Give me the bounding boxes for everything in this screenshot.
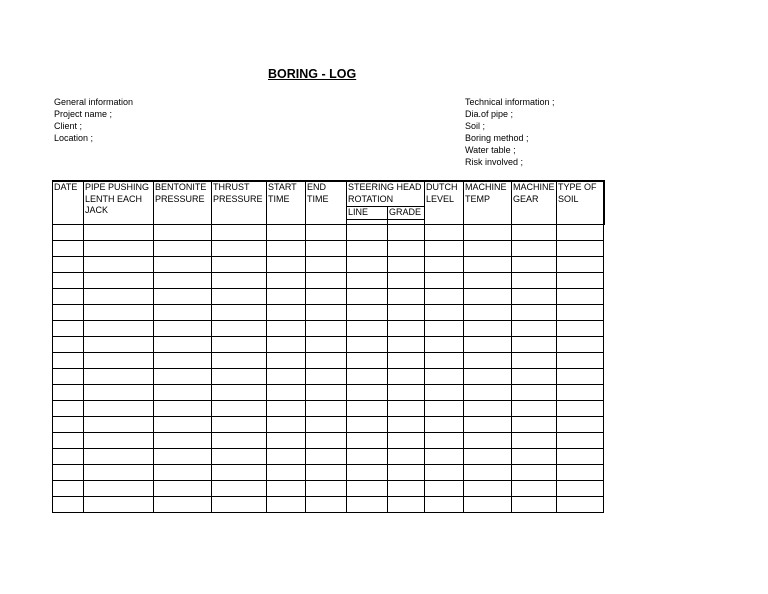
table-cell xyxy=(425,385,464,401)
header-end-time: END TIME xyxy=(306,181,347,225)
table-cell xyxy=(557,433,604,449)
table-cell xyxy=(347,289,388,305)
table-cell xyxy=(154,337,212,353)
table-cell xyxy=(53,369,84,385)
table-cell xyxy=(154,433,212,449)
table-cell xyxy=(212,337,267,353)
table-cell xyxy=(347,497,388,513)
table-cell xyxy=(557,497,604,513)
table-cell xyxy=(212,465,267,481)
table-cell xyxy=(267,337,306,353)
table-cell xyxy=(154,401,212,417)
table-cell xyxy=(306,337,347,353)
table-cell xyxy=(557,273,604,289)
table-row xyxy=(53,497,604,513)
table-cell xyxy=(84,305,154,321)
table-cell xyxy=(267,257,306,273)
table-cell xyxy=(53,465,84,481)
technical-information-heading: Technical information ; xyxy=(465,97,555,107)
table-cell xyxy=(512,417,557,433)
table-cell xyxy=(347,225,388,241)
table-cell xyxy=(388,337,425,353)
table-cell xyxy=(154,305,212,321)
general-information-heading: General information xyxy=(54,97,134,107)
table-cell xyxy=(84,321,154,337)
table-cell xyxy=(154,369,212,385)
table-cell xyxy=(306,273,347,289)
table-cell xyxy=(557,321,604,337)
table-cell xyxy=(212,369,267,385)
table-cell xyxy=(464,257,512,273)
table-cell xyxy=(388,401,425,417)
table-cell xyxy=(347,465,388,481)
table-cell xyxy=(464,305,512,321)
table-cell xyxy=(512,273,557,289)
table-cell xyxy=(84,225,154,241)
table-cell xyxy=(425,225,464,241)
table-cell xyxy=(512,289,557,305)
table-cell xyxy=(512,385,557,401)
table-cell xyxy=(267,497,306,513)
table-cell xyxy=(464,353,512,369)
table-cell xyxy=(557,353,604,369)
table-row xyxy=(53,369,604,385)
table-cell xyxy=(425,497,464,513)
table-cell xyxy=(425,369,464,385)
table-cell xyxy=(388,321,425,337)
table-cell xyxy=(267,481,306,497)
table-cell xyxy=(306,225,347,241)
table-cell xyxy=(212,305,267,321)
table-cell xyxy=(53,449,84,465)
table-cell xyxy=(464,433,512,449)
table-cell xyxy=(154,465,212,481)
table-cell xyxy=(267,433,306,449)
table-cell xyxy=(53,257,84,273)
table-cell xyxy=(154,497,212,513)
table-cell xyxy=(212,433,267,449)
table-cell xyxy=(464,465,512,481)
table-cell xyxy=(267,321,306,337)
header-date: DATE xyxy=(53,181,84,225)
table-cell xyxy=(464,289,512,305)
table-cell xyxy=(53,305,84,321)
table-cell xyxy=(388,385,425,401)
table-cell xyxy=(306,449,347,465)
table-cell xyxy=(557,369,604,385)
table-cell xyxy=(347,337,388,353)
table-cell xyxy=(53,401,84,417)
table-cell xyxy=(53,497,84,513)
table-cell xyxy=(347,449,388,465)
table-cell xyxy=(84,337,154,353)
table-cell xyxy=(425,241,464,257)
table-cell xyxy=(464,385,512,401)
table-cell xyxy=(84,433,154,449)
table-row xyxy=(53,449,604,465)
table-cell xyxy=(306,465,347,481)
water-table-label: Water table ; xyxy=(465,145,516,155)
table-row xyxy=(53,465,604,481)
table-cell xyxy=(557,305,604,321)
table-row xyxy=(53,289,604,305)
table-cell xyxy=(347,241,388,257)
table-cell xyxy=(557,465,604,481)
header-machine-gear: MACHINE GEAR xyxy=(512,181,557,225)
table-cell xyxy=(347,385,388,401)
table-cell xyxy=(267,289,306,305)
table-cell xyxy=(53,481,84,497)
header-machine-temp: MACHINE TEMP xyxy=(464,181,512,225)
table-cell xyxy=(388,449,425,465)
table-cell xyxy=(347,321,388,337)
table-cell xyxy=(306,257,347,273)
risk-involved-label: Risk involved ; xyxy=(465,157,524,167)
table-cell xyxy=(267,353,306,369)
table-cell xyxy=(464,225,512,241)
table-cell xyxy=(512,321,557,337)
table-cell xyxy=(84,417,154,433)
table-cell xyxy=(53,241,84,257)
table-cell xyxy=(84,241,154,257)
table-cell xyxy=(557,257,604,273)
table-cell xyxy=(306,481,347,497)
table-cell xyxy=(306,289,347,305)
table-cell xyxy=(212,401,267,417)
table-cell xyxy=(388,241,425,257)
table-cell xyxy=(212,241,267,257)
table-cell xyxy=(425,257,464,273)
table-cell xyxy=(212,417,267,433)
table-cell xyxy=(306,385,347,401)
table-cell xyxy=(388,465,425,481)
table-cell xyxy=(53,289,84,305)
table-cell xyxy=(347,305,388,321)
table-cell xyxy=(347,417,388,433)
table-cell xyxy=(212,257,267,273)
table-cell xyxy=(84,497,154,513)
table-cell xyxy=(53,353,84,369)
table-cell xyxy=(464,273,512,289)
table-cell xyxy=(306,369,347,385)
table-cell xyxy=(154,417,212,433)
header-start-time: START TIME xyxy=(267,181,306,225)
table-row xyxy=(53,337,604,353)
table-cell xyxy=(154,449,212,465)
table-cell xyxy=(512,401,557,417)
table-cell xyxy=(84,289,154,305)
table-cell xyxy=(347,369,388,385)
header-bentonite-pressure: BENTONITE PRESSURE xyxy=(154,181,212,225)
table-cell xyxy=(425,401,464,417)
table-cell xyxy=(306,401,347,417)
table-cell xyxy=(267,241,306,257)
table-cell xyxy=(464,417,512,433)
table-cell xyxy=(557,385,604,401)
table-cell xyxy=(512,497,557,513)
table-cell xyxy=(388,433,425,449)
table-cell xyxy=(388,353,425,369)
table-row xyxy=(53,353,604,369)
table-cell xyxy=(267,417,306,433)
table-cell xyxy=(154,385,212,401)
header-steering-line: LINE xyxy=(347,207,388,220)
table-cell xyxy=(557,337,604,353)
table-cell xyxy=(154,321,212,337)
table-cell xyxy=(306,497,347,513)
table-cell xyxy=(154,225,212,241)
table-cell xyxy=(557,481,604,497)
table-cell xyxy=(347,481,388,497)
table-cell xyxy=(84,385,154,401)
table-cell xyxy=(53,225,84,241)
table-cell xyxy=(464,497,512,513)
table-cell xyxy=(557,241,604,257)
table-cell xyxy=(347,433,388,449)
table-cell xyxy=(306,433,347,449)
table-cell xyxy=(154,481,212,497)
table-row xyxy=(53,417,604,433)
table-row xyxy=(53,385,604,401)
header-thrust-pressure: THRUST PRESSURE xyxy=(212,181,267,225)
table-cell xyxy=(212,353,267,369)
table-row xyxy=(53,273,604,289)
header-steering-head-rotation: STEERING HEAD ROTATION xyxy=(347,181,425,207)
table-cell xyxy=(557,449,604,465)
general-information-block xyxy=(54,96,133,144)
table-cell xyxy=(267,449,306,465)
table-cell xyxy=(557,417,604,433)
table-cell xyxy=(267,305,306,321)
table-cell xyxy=(464,321,512,337)
table-cell xyxy=(425,417,464,433)
table-cell xyxy=(512,433,557,449)
table-cell xyxy=(425,433,464,449)
table-cell xyxy=(464,481,512,497)
table-cell xyxy=(84,257,154,273)
table-cell xyxy=(425,305,464,321)
table-cell xyxy=(512,449,557,465)
table-cell xyxy=(53,337,84,353)
table-cell xyxy=(53,417,84,433)
table-row xyxy=(53,305,604,321)
table-cell xyxy=(425,289,464,305)
table-cell xyxy=(425,321,464,337)
table-cell xyxy=(512,305,557,321)
table-cell xyxy=(53,321,84,337)
table-cell xyxy=(212,289,267,305)
table-row xyxy=(53,433,604,449)
table-cell xyxy=(512,257,557,273)
table-cell xyxy=(84,353,154,369)
project-name-label: Project name ; xyxy=(54,109,113,119)
table-cell xyxy=(84,449,154,465)
table-cell xyxy=(388,225,425,241)
table-cell xyxy=(557,225,604,241)
table-cell xyxy=(154,353,212,369)
table-cell xyxy=(267,385,306,401)
table-cell xyxy=(347,401,388,417)
table-row xyxy=(53,241,604,257)
table-cell xyxy=(464,401,512,417)
table-row xyxy=(53,321,604,337)
table-cell xyxy=(267,465,306,481)
table-cell xyxy=(425,465,464,481)
table-cell xyxy=(306,353,347,369)
client-label: Client ; xyxy=(54,121,83,131)
table-cell xyxy=(212,225,267,241)
table-cell xyxy=(388,305,425,321)
header-pipe-pushing-length: PIPE PUSHING LENTH EACH JACK xyxy=(84,181,154,225)
table-cell xyxy=(306,305,347,321)
table-cell xyxy=(84,401,154,417)
table-cell xyxy=(512,465,557,481)
table-cell xyxy=(53,433,84,449)
table-cell xyxy=(388,289,425,305)
table-cell xyxy=(53,385,84,401)
soil-label: Soil ; xyxy=(465,121,486,131)
table-cell xyxy=(154,257,212,273)
table-cell xyxy=(212,273,267,289)
location-label: Location ; xyxy=(54,133,94,143)
table-cell xyxy=(84,369,154,385)
table-row xyxy=(53,481,604,497)
table-cell xyxy=(267,369,306,385)
technical-information-block xyxy=(465,96,555,168)
dia-of-pipe-label: Dia.of pipe ; xyxy=(465,109,514,119)
table-cell xyxy=(212,385,267,401)
table-cell xyxy=(425,273,464,289)
table-cell xyxy=(306,417,347,433)
table-cell xyxy=(212,321,267,337)
table-cell xyxy=(84,273,154,289)
boring-method-label: Boring method ; xyxy=(465,133,529,143)
table-cell xyxy=(154,273,212,289)
table-row xyxy=(53,225,604,241)
table-cell xyxy=(512,225,557,241)
table-cell xyxy=(557,401,604,417)
table-cell xyxy=(347,353,388,369)
header-steering-grade: GRADE xyxy=(388,207,425,220)
table-cell xyxy=(154,241,212,257)
header-dutch-level: DUTCH LEVEL xyxy=(425,181,464,225)
table-cell xyxy=(154,289,212,305)
table-cell xyxy=(267,225,306,241)
table-cell xyxy=(388,497,425,513)
table-cell xyxy=(512,481,557,497)
table-cell xyxy=(267,401,306,417)
table-cell xyxy=(464,337,512,353)
table-cell xyxy=(347,273,388,289)
table-cell xyxy=(512,337,557,353)
table-cell xyxy=(464,241,512,257)
table-cell xyxy=(512,241,557,257)
table-cell xyxy=(388,481,425,497)
table-cell xyxy=(512,353,557,369)
table-cell xyxy=(306,241,347,257)
table-cell xyxy=(212,449,267,465)
table-cell xyxy=(425,449,464,465)
page-title: BORING - LOG xyxy=(268,67,357,81)
table-cell xyxy=(388,273,425,289)
boring-log-body xyxy=(53,225,604,513)
table-cell xyxy=(557,289,604,305)
table-row xyxy=(53,257,604,273)
table-cell xyxy=(212,497,267,513)
table-cell xyxy=(464,449,512,465)
table-cell xyxy=(212,481,267,497)
table-cell xyxy=(425,337,464,353)
boring-log-table xyxy=(52,180,605,513)
table-cell xyxy=(84,481,154,497)
table-cell xyxy=(347,257,388,273)
table-row xyxy=(53,401,604,417)
table-cell xyxy=(306,321,347,337)
table-cell xyxy=(464,369,512,385)
table-cell xyxy=(425,353,464,369)
table-cell xyxy=(425,481,464,497)
header-type-of-soil: TYPE OF SOIL xyxy=(557,181,604,225)
table-cell xyxy=(388,417,425,433)
table-cell xyxy=(512,369,557,385)
table-cell xyxy=(388,369,425,385)
table-cell xyxy=(267,273,306,289)
table-cell xyxy=(388,257,425,273)
table-cell xyxy=(53,273,84,289)
table-cell xyxy=(84,465,154,481)
